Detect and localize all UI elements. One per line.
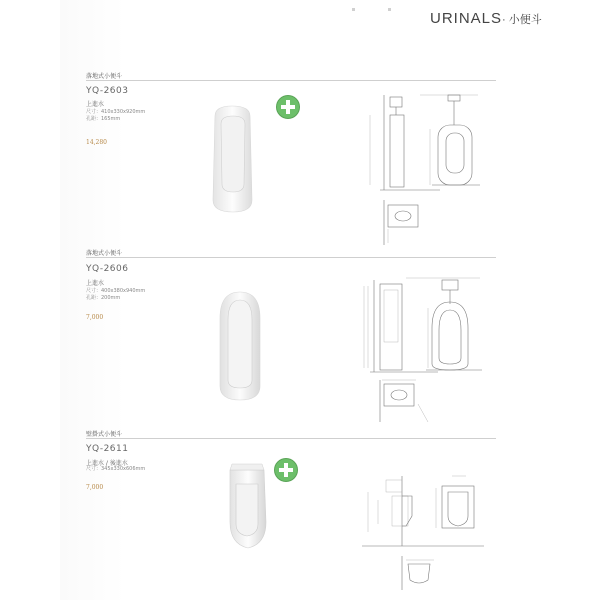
product-series: 落地式小便斗: [86, 73, 123, 80]
registration-mark: [388, 8, 391, 11]
urinal-yq2603-image: [200, 100, 270, 220]
section-divider: [86, 80, 496, 81]
product-series: 壁掛式小便斗: [86, 431, 123, 438]
page-header: [430, 10, 542, 27]
section-divider: [86, 257, 496, 258]
product-price: 14,280: [86, 139, 107, 146]
dimension-drawing-yq2606: [356, 272, 492, 432]
product-feed-type: 上進水: [86, 280, 105, 287]
product-feed-type: 上進水: [86, 101, 105, 108]
green-cross-icon: [276, 95, 300, 119]
green-cross-icon: [274, 458, 298, 482]
urinal-yq2611-image: [220, 462, 276, 554]
urinal-yq2606-image: [210, 288, 270, 406]
product-model: YQ-2611: [86, 444, 129, 454]
product-hole-spacing: 孔距：165mm: [86, 116, 121, 122]
product-size: 尺寸：345x330x606mm: [86, 466, 146, 472]
section-divider: [86, 438, 496, 439]
product-size: 尺寸：410x330x920mm: [86, 109, 146, 115]
product-feed-type: 上進水 / 後進水: [86, 460, 128, 467]
registration-mark: [352, 8, 355, 11]
page-title: URINALS: [430, 10, 503, 27]
page-subtitle: · 小便斗: [502, 14, 542, 26]
dimension-drawing-yq2603: [360, 85, 490, 245]
product-model: YQ-2603: [86, 86, 129, 96]
dimension-drawing-yq2611: [356, 472, 492, 592]
catalog-page: [60, 0, 600, 600]
product-model: YQ-2606: [86, 264, 129, 274]
product-series: 落地式小便斗: [86, 250, 123, 257]
product-price: 7,000: [86, 484, 104, 491]
product-price: 7,000: [86, 314, 104, 321]
product-size: 尺寸：400x380x940mm: [86, 288, 146, 294]
product-hole-spacing: 孔距：200mm: [86, 295, 121, 301]
